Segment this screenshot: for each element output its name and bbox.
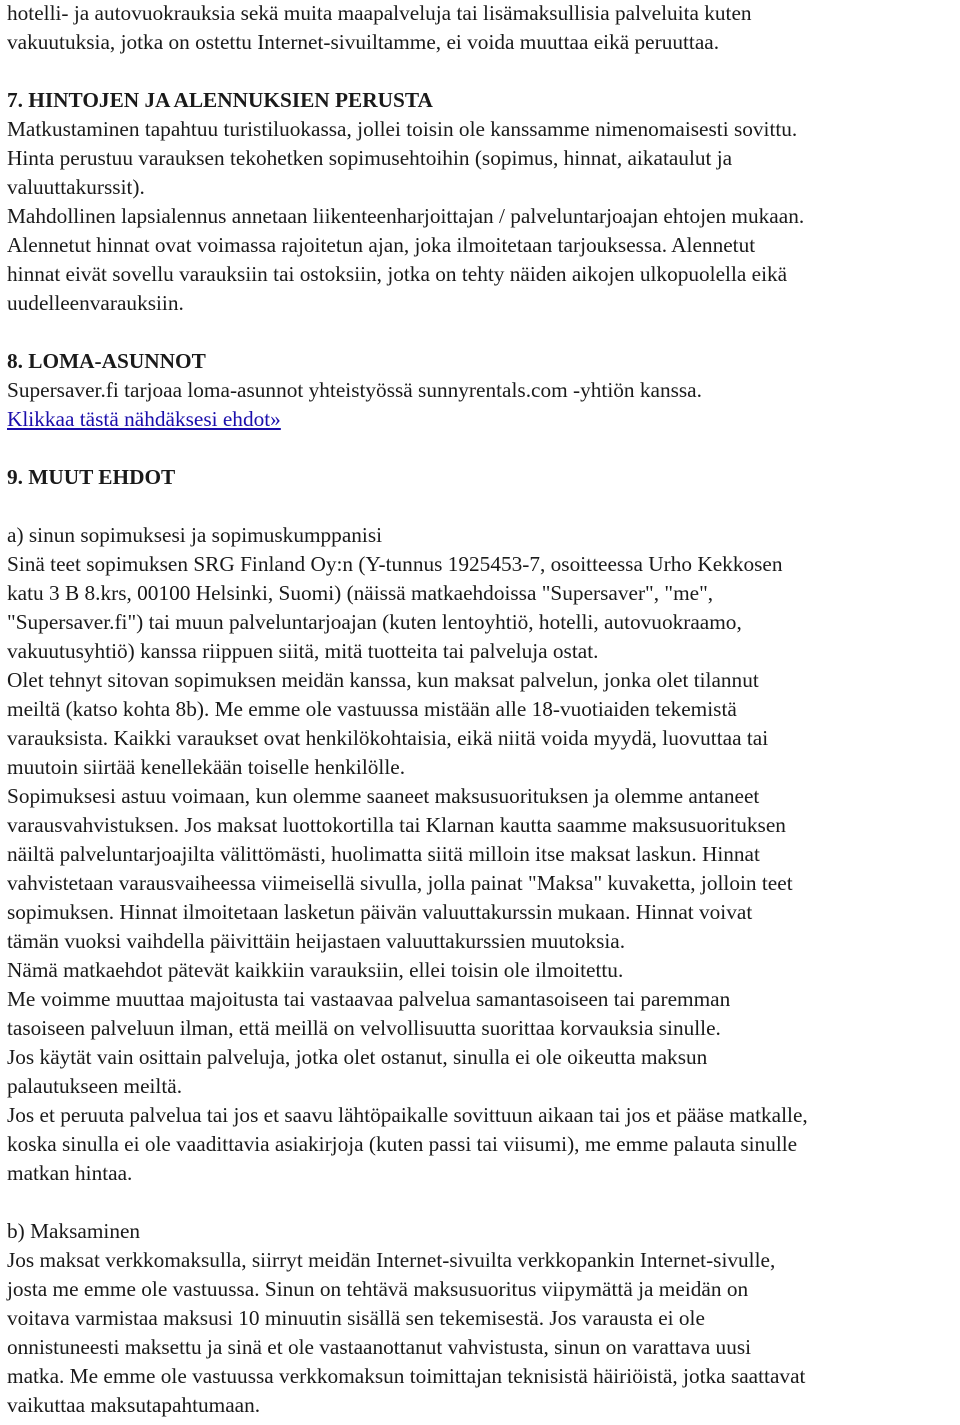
text-line: Sopimuksesi astuu voimaan, kun olemme saaneet maksusuorituksen ja olemme antaneet bbox=[7, 784, 760, 808]
text-line: Sinä teet sopimuksen SRG Finland Oy:n (Y-tunnus 1925453-7, osoitteessa Urho Kekkosen bbox=[7, 552, 783, 576]
text-line: varausvahvistuksen. Jos maksat luottokortilla tai Klarnan kautta saamme maksusuorituksen bbox=[7, 813, 786, 837]
text-line: onnistuneesti maksettu ja sinä et ole vastaanottanut vahvistusta, sinun on varattava uusi bbox=[7, 1335, 752, 1359]
subsection-b-title: b) Maksaminen bbox=[7, 1219, 141, 1243]
text-line: Jos et peruuta palvelua tai jos et saavu lähtöpaikalle sovittuun aikaan tai jos et pääse matkalle, bbox=[7, 1103, 808, 1127]
text-line: tämän vuoksi vaihdella päivittäin heijastaen valuuttakurssien muutoksia. bbox=[7, 929, 626, 953]
text-line: muutoin siirtää kenellekään toiselle henkilölle. bbox=[7, 755, 406, 779]
text-line: vaikuttaa maksutapahtumaan. bbox=[7, 1393, 261, 1417]
section-7-heading: 7. HINTOJEN JA ALENNUKSIEN PERUSTA bbox=[7, 88, 433, 112]
text-line: vakuutusyhtiö) kanssa riippuen siitä, mitä tuotteita tai palveluja ostat. bbox=[7, 639, 599, 663]
text-line: "Supersaver.fi") tai muun palveluntarjoajan (kuten lentoyhtiö, hotelli, autovuokraamo, bbox=[7, 610, 742, 634]
text-line: vahvistetaan varausvaiheessa viimeisellä sivulla, jolla painat "Maksa" kuvaketta, jolloin teet bbox=[7, 871, 793, 895]
text-line: Supersaver.fi tarjoaa loma-asunnot yhteistyössä sunnyrentals.com -yhtiön kanssa. bbox=[7, 378, 702, 402]
subsection-a-body bbox=[7, 550, 954, 1188]
text-line: Matkustaminen tapahtuu turistiluokassa, jollei toisin ole kanssamme nimenomaisesti sovittu. bbox=[7, 117, 798, 141]
text-line: meiltä (katso kohta 8b). Me emme ole vastuussa mistään alle 18-vuotiaiden tekemistä bbox=[7, 697, 737, 721]
text-line: Olet tehnyt sitovan sopimuksen meidän kanssa, kun maksat palvelun, jonka olet tilannut bbox=[7, 668, 759, 692]
text-line: Hinta perustuu varauksen tekohetken sopimusehtoihin (sopimus, hinnat, aikataulut ja bbox=[7, 146, 733, 170]
text-line: palautukseen meiltä. bbox=[7, 1074, 183, 1098]
section-9 bbox=[7, 463, 954, 1420]
subsection-b-body bbox=[7, 1246, 954, 1420]
text-line: hinnat eivät sovellu varauksiin tai ostoksiin, jotka on tehty näiden aikojen ulkopuolella eikä bbox=[7, 262, 788, 286]
text-line: Mahdollinen lapsialennus annetaan liikenteenharjoittajan / palveluntarjoajan ehtojen mukaan. bbox=[7, 204, 805, 228]
text-line: Alennetut hinnat ovat voimassa rajoitetun ajan, joka ilmoitetaan tarjouksessa. Alennetut bbox=[7, 233, 756, 257]
text-line: katu 3 B 8.krs, 00100 Helsinki, Suomi) (näissä matkaehdoissa "Supersaver", "me", bbox=[7, 581, 714, 605]
text-line: valuuttakurssit). bbox=[7, 175, 145, 199]
text-line: Me voimme muuttaa majoitusta tai vastaavaa palvelua samantasoiseen tai paremman bbox=[7, 987, 731, 1011]
text-line: näiltä palveluntarjoajilta välittömästi, huolimatta siitä milloin itse maksat laskun. Hinnat bbox=[7, 842, 760, 866]
text-line: vakuutuksia, jotka on ostettu Internet-sivuiltamme, ei voida muuttaa eikä peruuttaa. bbox=[7, 30, 720, 54]
text-line: josta me emme ole vastuussa. Sinun on tehtävä maksusuoritus viipymättä ja meidän on bbox=[7, 1277, 749, 1301]
text-line: Nämä matkaehdot pätevät kaikkiin varauksiin, ellei toisin ole ilmoitettu. bbox=[7, 958, 624, 982]
section-9-heading: 9. MUUT EHDOT bbox=[7, 465, 176, 489]
text-line: sopimuksen. Hinnat ilmoitetaan lasketun päivän valuuttakurssin mukaan. Hinnat voivat bbox=[7, 900, 753, 924]
text-line: varauksista. Kaikki varaukset ovat henkilökohtaisia, eikä niitä voida myydä, luovuttaa tai bbox=[7, 726, 769, 750]
section-7 bbox=[7, 86, 954, 318]
terms-link[interactable]: Klikkaa tästä nähdäksesi ehdot» bbox=[7, 407, 281, 431]
section-8 bbox=[7, 347, 954, 434]
subsection-a-title: a) sinun sopimuksesi ja sopimuskumppanisi bbox=[7, 523, 383, 547]
text-line: koska sinulla ei ole vaadittavia asiakirjoja (kuten passi tai viisumi), me emme palauta sinulle bbox=[7, 1132, 798, 1156]
text-line: Jos maksat verkkomaksulla, siirryt meidän Internet-sivuilta verkkopankin Internet-sivulle, bbox=[7, 1248, 776, 1272]
text-line: matkan hintaa. bbox=[7, 1161, 133, 1185]
text-line: Jos käytät vain osittain palveluja, jotka olet ostanut, sinulla ei ole oikeutta maksun bbox=[7, 1045, 708, 1069]
text-line: tasoiseen palveluun ilman, että meillä on velvollisuutta suorittaa korvauksia sinulle. bbox=[7, 1016, 721, 1040]
section-8-heading: 8. LOMA-ASUNNOT bbox=[7, 349, 206, 373]
text-line: voitava varmistaa maksusi 10 minuutin sisällä sen tekemisestä. Jos varausta ei ole bbox=[7, 1306, 705, 1330]
text-line: matka. Me emme ole vastuussa verkkomaksun toimittajan teknisistä häiriöistä, jotka saattavat bbox=[7, 1364, 806, 1388]
text-line: uudelleenvarauksiin. bbox=[7, 291, 184, 315]
intro-paragraph bbox=[7, 0, 954, 57]
text-line: hotelli- ja autovuokrauksia sekä muita maapalveluja tai lisämaksullisia palveluita kuten bbox=[7, 1, 752, 25]
